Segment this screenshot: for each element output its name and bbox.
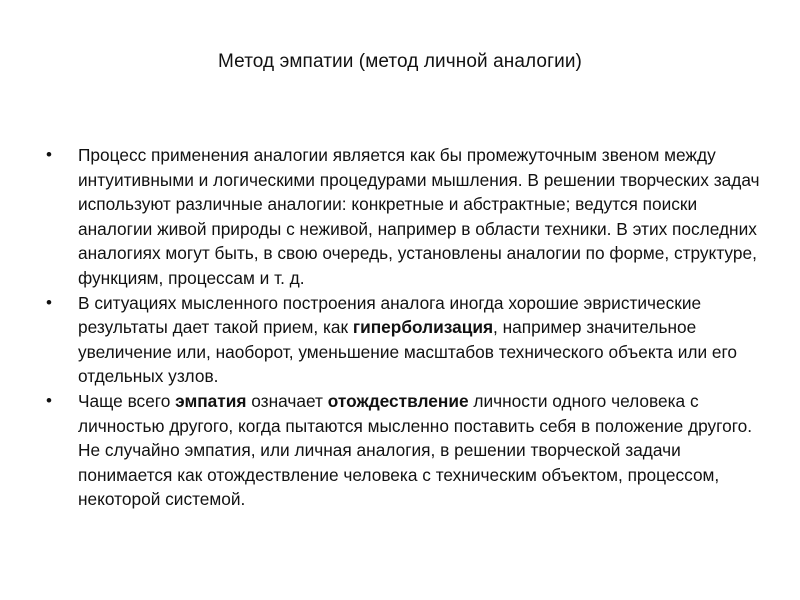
bullet-text: Чаще всего xyxy=(78,390,176,411)
bullet-text: В ситуациях мысленного построения аналога иногда хорошие эвристические результаты дает такой прием, как xyxy=(78,292,702,338)
slide-title: Метод эмпатии (метод личной аналогии) xyxy=(218,51,582,72)
bullet-list xyxy=(46,143,766,512)
bold-term: гиперболизация xyxy=(352,317,494,338)
bullet-marker: • xyxy=(46,292,52,312)
bold-term: эмпатия xyxy=(175,390,247,411)
bullet-marker: • xyxy=(46,390,52,410)
bullet-item xyxy=(46,291,766,389)
bullet-text: , например значительное увеличение или, наоборот, уменьшение масштабов технического объекта или его отдельных узлов. xyxy=(78,317,738,387)
bullet-text: означает xyxy=(246,390,328,411)
bullet-text: личности одного человека с личностью другого, когда пытаются мысленно поставить себя в положение другого. Не случайно эмпатия, или личная аналогия, в решении творческой задачи понимается как отождествление человека с техническим объектом, процессом, некоторой системой. xyxy=(78,390,753,510)
bullet-marker: • xyxy=(46,145,52,164)
bullet-item xyxy=(46,389,766,512)
bold-term: отождествление xyxy=(327,390,469,411)
bullet-item xyxy=(46,143,766,291)
bullet-text: Процесс применения аналогии является как бы промежуточным звеном между интуитивными и логическими процедурами мышления. В решении творческих задач используют различные аналогии: конкретные и абстрактные; ведутся поиски аналогии живой природы с неживой, например в области техники. В этих последних аналогиях могут быть, в свою очередь, установлены аналогии по форме, структуре, функциям, процессам и т. д. xyxy=(78,145,760,288)
